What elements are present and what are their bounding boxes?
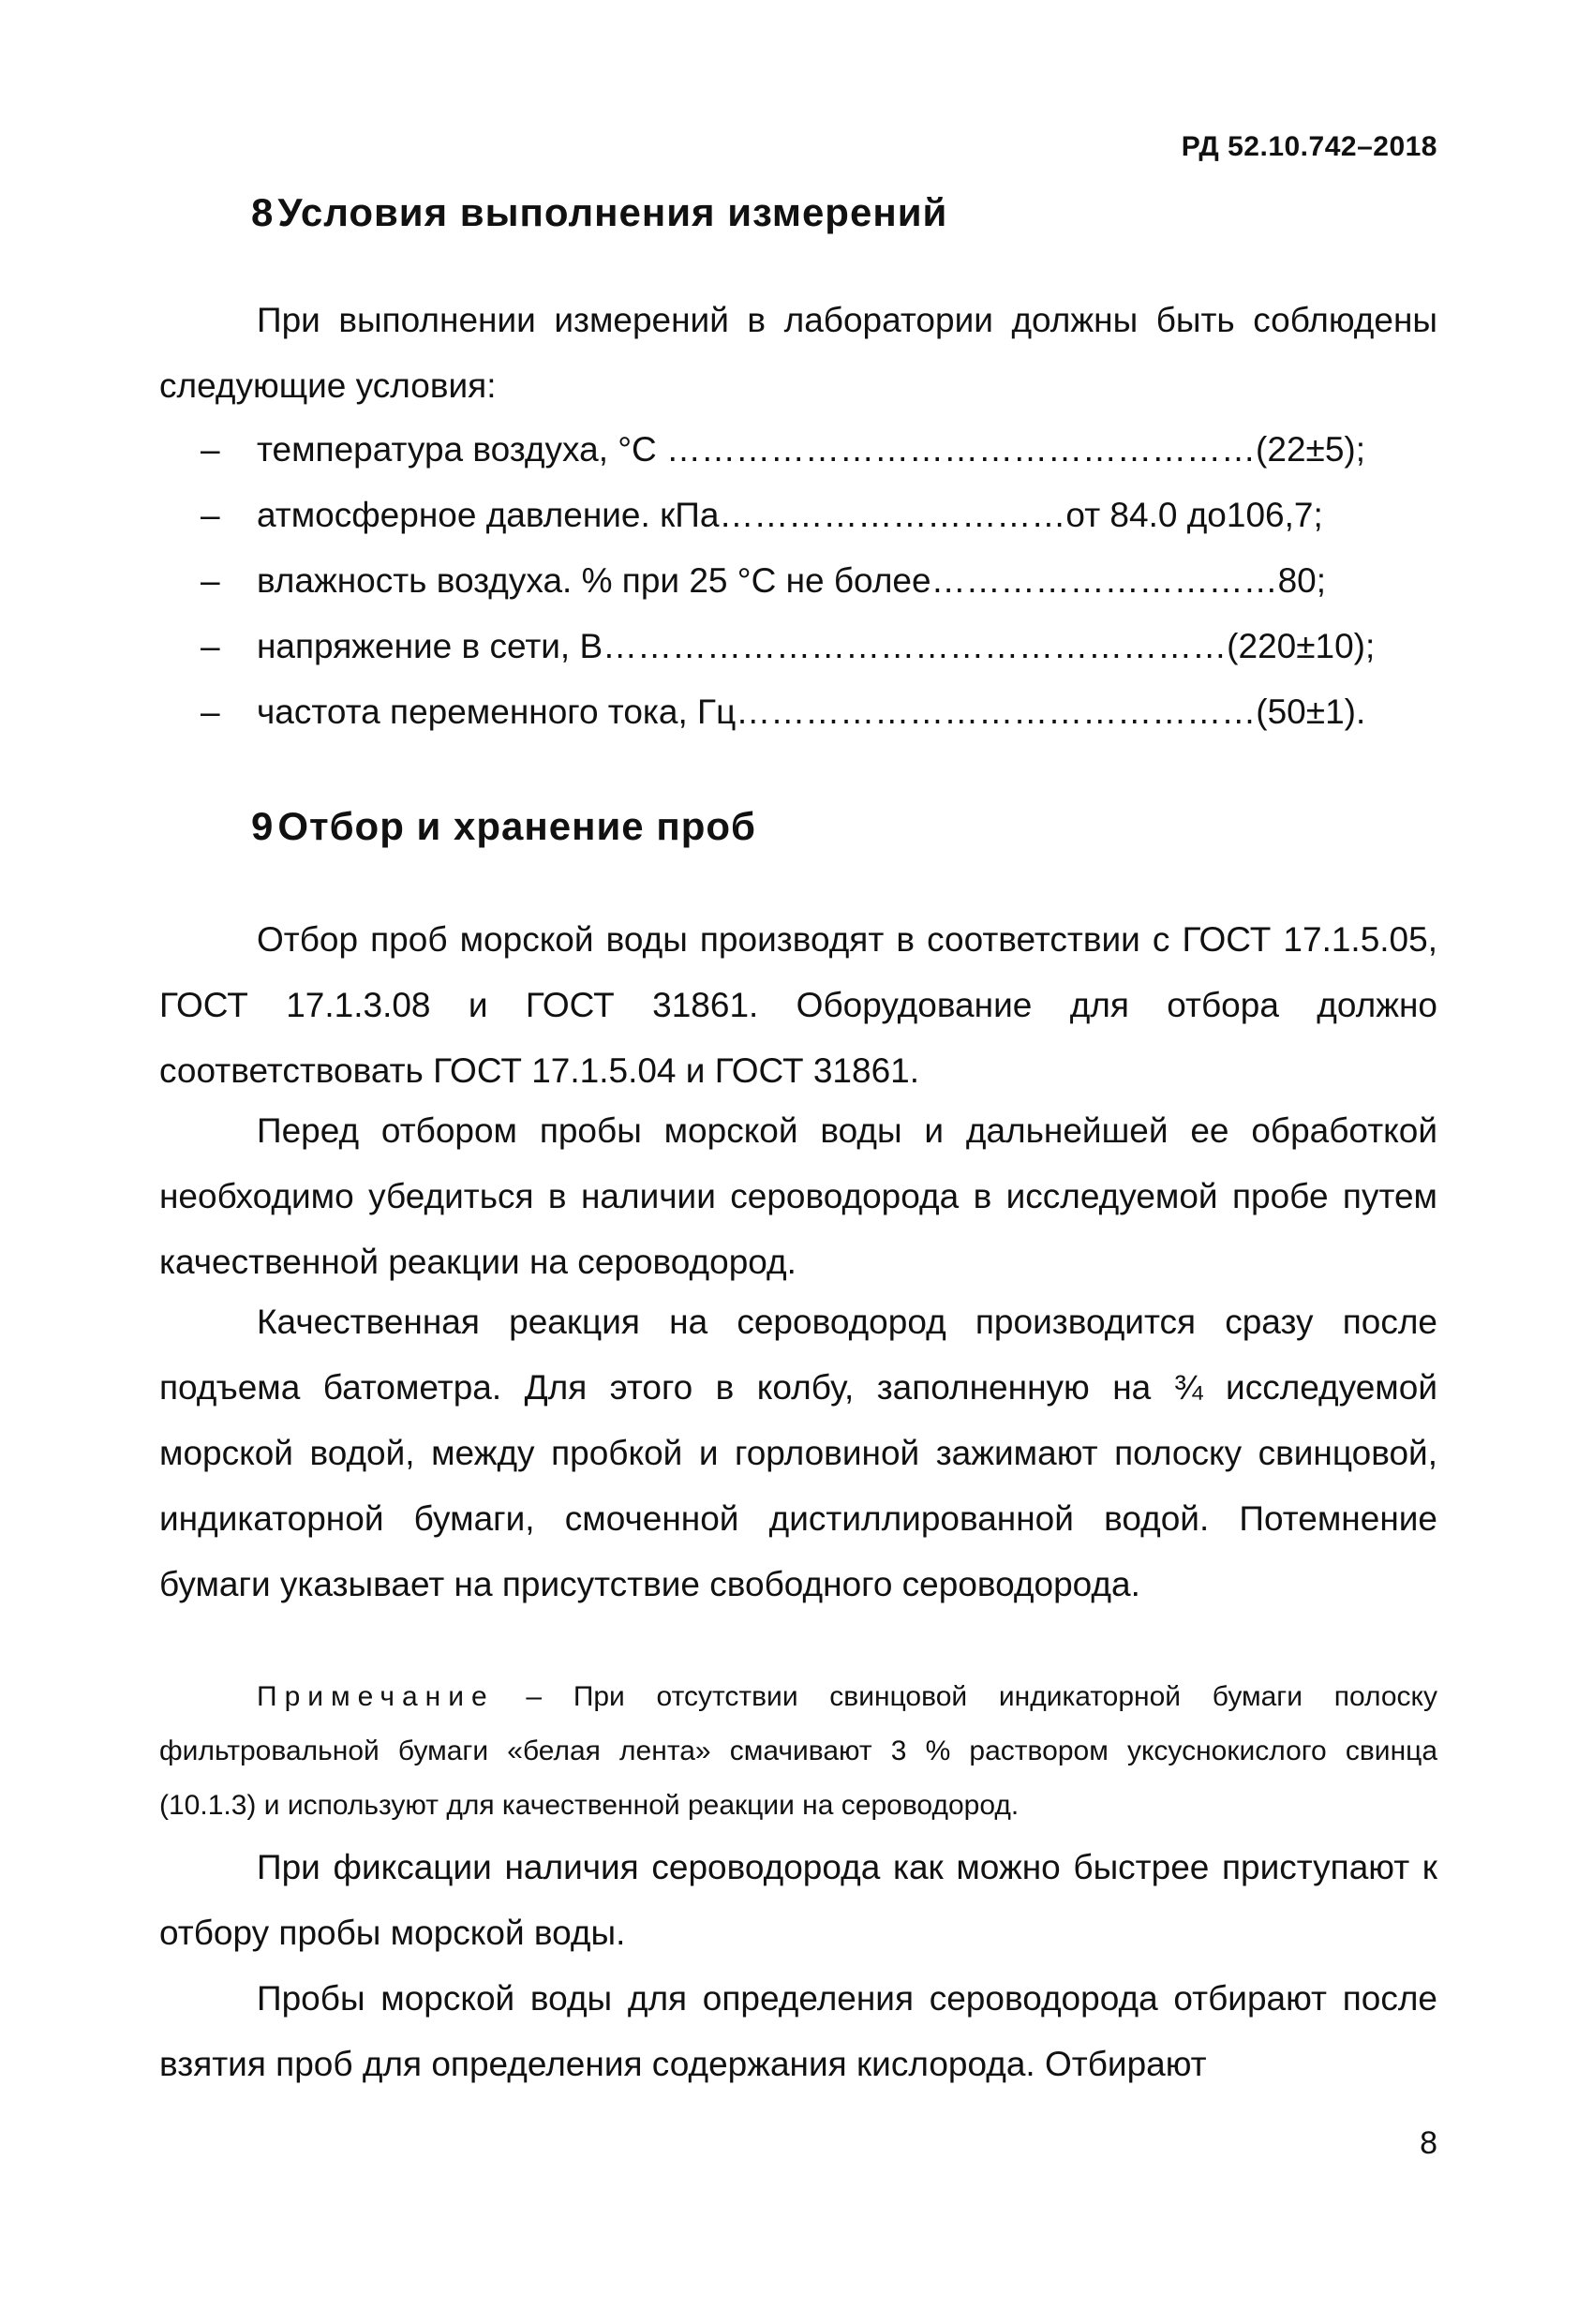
page-number: 8 — [1420, 2125, 1437, 2161]
section-8-intro: При выполнении измерений в лаборатории должны быть соблюдены следующие условия: — [159, 301, 1437, 405]
condition-humidity: влажность воздуха. % при 25 °С не более…………………………80; — [257, 561, 1327, 600]
list-item — [159, 417, 1437, 483]
list-dash: – — [201, 627, 220, 665]
list-item — [159, 614, 1437, 679]
condition-temperature: температура воздуха, °С ……………………………………………(22±5); — [257, 430, 1366, 469]
section-8-heading — [251, 190, 947, 235]
conditions-list — [159, 417, 1437, 745]
section-9-paragraph-5: Пробы морской воды для определения сероводорода отбирают после взятия проб для определения содержания кислорода. Отбирают — [159, 1979, 1437, 2083]
list-dash: – — [201, 496, 220, 534]
section-8-title: Условия выполнения измерений — [277, 190, 948, 234]
section-8-number: 8 — [251, 190, 275, 234]
section-9-paragraph-3: Качественная реакция на сероводород производится сразу после подъема батометра. Для этого в колбу, заполненную на ¾ исследуемой морской водой, между пробкой и горловиной зажимают полоску свинцовой, индикаторной бумаги, смоченной дистиллированной водой. Потемнение бумаги указывает на присутствие свободного сероводорода. — [159, 1303, 1437, 1603]
list-dash: – — [201, 561, 220, 600]
note-text: При отсутствии свинцовой индикаторной бумаги полоску фильтровальной бумаги «белая лента» смачивают 3 % раствором уксуснокислого свинца (10.1.3) и используют для качественной реакции на сероводород. — [159, 1681, 1437, 1821]
document-code: РД 52.10.742–2018 — [1181, 131, 1437, 162]
section-9-paragraph-4: При фиксации наличия сероводорода как можно быстрее приступают к отбору пробы морской воды. — [159, 1848, 1437, 1952]
note-block — [159, 1670, 1437, 1833]
section-9-title: Отбор и хранение проб — [277, 804, 756, 848]
section-9-number: 9 — [251, 804, 275, 848]
list-item — [159, 679, 1437, 745]
condition-frequency: частота переменного тока, Гц………………………………………(50±1). — [257, 693, 1366, 731]
section-9-paragraph-2: Перед отбором пробы морской воды и дальнейшей ее обработкой необходимо убедиться в наличии сероводорода в исследуемой пробе путем качественной реакции на сероводород. — [159, 1111, 1437, 1281]
section-9-heading — [251, 804, 756, 849]
list-item — [159, 548, 1437, 614]
list-dash: – — [201, 430, 220, 469]
section-9-paragraph-1: Отбор проб морской воды производят в соответствии с ГОСТ 17.1.5.05, ГОСТ 17.1.3.08 и ГОСТ 31861. Оборудование для отбора должно соответствовать ГОСТ 17.1.5.04 и ГОСТ 31861. — [159, 920, 1437, 1090]
condition-voltage: напряжение в сети, В………………………………………………(220±10); — [257, 627, 1376, 665]
note-label: Примечание — [257, 1681, 495, 1712]
list-dash: – — [201, 693, 220, 731]
condition-pressure: атмосферное давление. кПа…………………………от 84.0 до106,7; — [257, 496, 1323, 534]
list-item — [159, 483, 1437, 548]
note-dash: – — [494, 1681, 573, 1712]
